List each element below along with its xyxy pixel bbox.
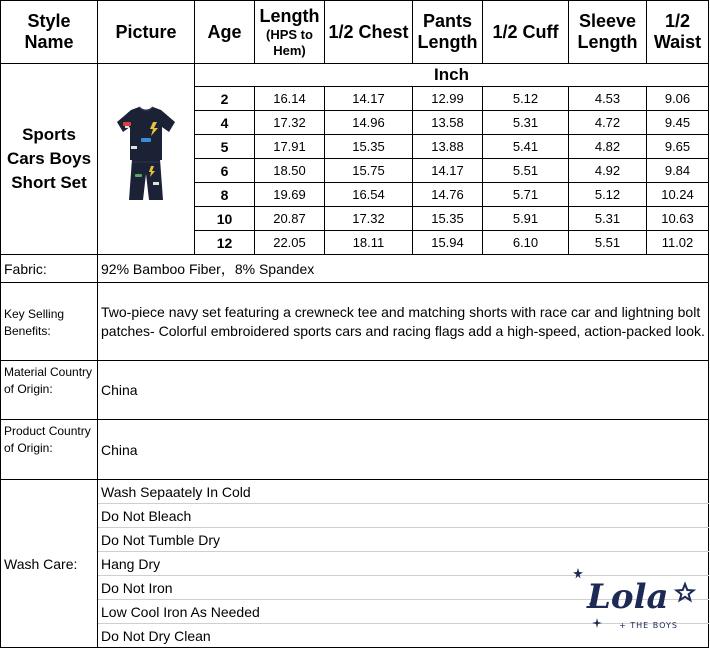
- wash-care-item: Do Not Tumble Dry: [98, 528, 709, 552]
- size-sleeve: 4.92: [569, 159, 647, 183]
- style-name-line: Short Set: [11, 173, 87, 192]
- size-length: 19.69: [255, 183, 325, 207]
- product-origin-row: [1, 420, 709, 480]
- size-age: 6: [195, 159, 255, 183]
- material-origin-row: [1, 361, 709, 420]
- header-length: [255, 1, 325, 64]
- key-selling-value: Two-piece navy set featuring a crewneck tee and matching shorts with race car and lightning bolt patches- Colorful embroidered sports cars and racing flags add a high-speed, action-packed look.: [98, 283, 709, 361]
- size-sleeve: 4.72: [569, 111, 647, 135]
- header-picture: Picture: [98, 1, 195, 64]
- size-pants: 12.99: [413, 87, 483, 111]
- wash-care-label: Wash Care:: [1, 480, 98, 648]
- size-cuff: 6.10: [483, 231, 569, 255]
- header-style-name: Style Name: [1, 1, 98, 64]
- size-chest: 14.17: [325, 87, 413, 111]
- wash-care-item: Low Cool Iron As Needed: [98, 600, 709, 624]
- key-selling-label: Key Selling Benefits:: [1, 283, 98, 361]
- size-length: 17.91: [255, 135, 325, 159]
- size-cuff: 5.31: [483, 111, 569, 135]
- header-half-chest: 1/2 Chest: [325, 1, 413, 64]
- size-pants: 13.58: [413, 111, 483, 135]
- key-selling-row: [1, 283, 709, 361]
- header-pants-length: Pants Length: [413, 1, 483, 64]
- size-length: 17.32: [255, 111, 325, 135]
- size-sleeve: 4.82: [569, 135, 647, 159]
- size-chest: 14.96: [325, 111, 413, 135]
- size-waist: 9.84: [647, 159, 709, 183]
- wash-care-row: [1, 504, 709, 528]
- header-age: Age: [195, 1, 255, 64]
- style-name-line: Sports: [22, 125, 76, 144]
- size-cuff: 5.91: [483, 207, 569, 231]
- header-row: [1, 1, 709, 64]
- size-cuff: 5.71: [483, 183, 569, 207]
- header-sleeve-length: Sleeve Length: [569, 1, 647, 64]
- size-chest: 16.54: [325, 183, 413, 207]
- wash-care-row: [1, 480, 709, 504]
- size-cuff: 5.51: [483, 159, 569, 183]
- size-age: 10: [195, 207, 255, 231]
- unit-label: Inch: [195, 64, 709, 87]
- wash-care-row: [1, 528, 709, 552]
- header-length-sub: (HPS to Hem): [266, 26, 313, 58]
- brand-logo-tagline: + THE BOYS: [619, 621, 678, 630]
- size-length: 18.50: [255, 159, 325, 183]
- wash-care-item: Wash Sepaately In Cold: [98, 480, 709, 504]
- size-age: 2: [195, 87, 255, 111]
- brand-logo-wordmark: Lola: [587, 577, 669, 617]
- style-name-line: Cars Boys: [6, 149, 92, 168]
- header-half-waist: 1/2 Waist: [647, 1, 709, 64]
- size-chest: 17.32: [325, 207, 413, 231]
- size-waist: 9.45: [647, 111, 709, 135]
- size-waist: 9.65: [647, 135, 709, 159]
- wash-care-item: Do Not Bleach: [98, 504, 709, 528]
- size-chest: 15.35: [325, 135, 413, 159]
- product-origin-label: Product Country of Origin:: [1, 420, 98, 480]
- product-origin-value: China: [98, 420, 709, 480]
- size-sleeve: 4.53: [569, 87, 647, 111]
- size-cuff: 5.12: [483, 87, 569, 111]
- size-length: 16.14: [255, 87, 325, 111]
- header-half-cuff: 1/2 Cuff: [483, 1, 569, 64]
- size-age: 4: [195, 111, 255, 135]
- size-pants: 13.88: [413, 135, 483, 159]
- brand-logo-graphic: [571, 566, 699, 638]
- fabric-label: Fabric:: [1, 255, 98, 283]
- size-pants: 14.76: [413, 183, 483, 207]
- size-waist: 10.24: [647, 183, 709, 207]
- wash-care-item: Do Not Dry Clean: [98, 624, 709, 648]
- size-age: 5: [195, 135, 255, 159]
- unit-row: [1, 64, 709, 87]
- size-waist: 10.63: [647, 207, 709, 231]
- size-length: 22.05: [255, 231, 325, 255]
- size-chest: 18.11: [325, 231, 413, 255]
- style-name-cell: [1, 64, 98, 255]
- size-age: 8: [195, 183, 255, 207]
- fabric-value: 92% Bamboo Fiber，8% Spandex: [98, 255, 709, 283]
- size-pants: 15.94: [413, 231, 483, 255]
- size-chest: 15.75: [325, 159, 413, 183]
- size-waist: 9.06: [647, 87, 709, 111]
- size-sleeve: 5.31: [569, 207, 647, 231]
- size-age: 12: [195, 231, 255, 255]
- size-sleeve: 5.51: [569, 231, 647, 255]
- brand-logo: [571, 566, 699, 638]
- size-pants: 14.17: [413, 159, 483, 183]
- product-picture-cell: [98, 64, 195, 255]
- product-image: [101, 102, 191, 212]
- size-length: 20.87: [255, 207, 325, 231]
- material-origin-label: Material Country of Origin:: [1, 361, 98, 420]
- size-cuff: 5.41: [483, 135, 569, 159]
- material-origin-value: China: [98, 361, 709, 420]
- wash-care-item: Hang Dry: [98, 552, 709, 576]
- header-length-title: Length: [259, 5, 320, 26]
- fabric-row: [1, 255, 709, 283]
- wash-care-item: Do Not Iron: [98, 576, 709, 600]
- size-waist: 11.02: [647, 231, 709, 255]
- size-sleeve: 5.12: [569, 183, 647, 207]
- size-pants: 15.35: [413, 207, 483, 231]
